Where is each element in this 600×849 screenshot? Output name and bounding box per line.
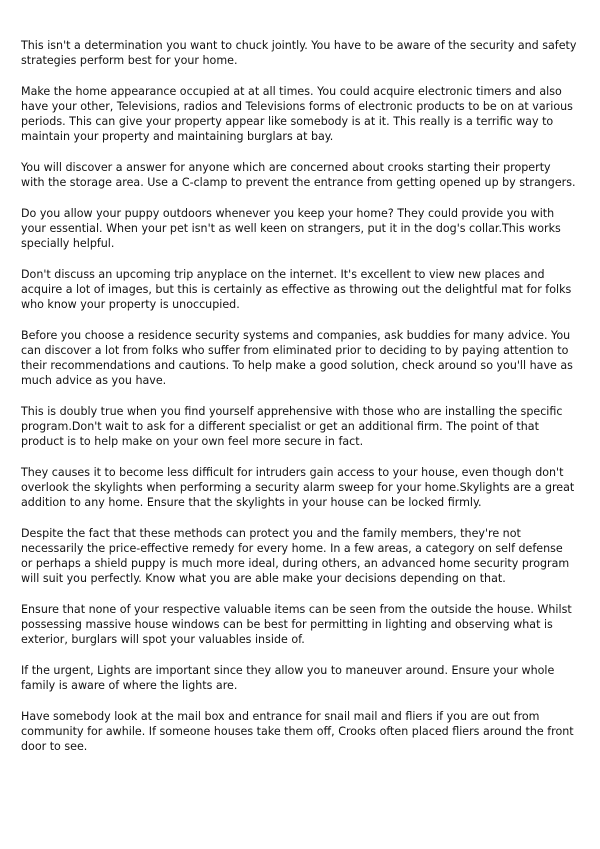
paragraph-6: Before you choose a residence security systems and companies, ask buddies for many advice. You can discover a lot from folks who suffer from eliminated prior to deciding to by paying attention to their recommendations and cautions. To help make a good solution, check around so you'll have as much advice as you have. — [21, 329, 573, 387]
paragraph-12: Have somebody look at the mail box and entrance for snail mail and fliers if you are out from community for awhile. If someone houses take them off, Crooks often placed fliers around the front door to see. — [21, 710, 574, 753]
paragraph-9: Despite the fact that these methods can protect you and the family members, they're not necessarily the price-effective remedy for every home. In a few areas, a category on self defense or perhaps a shield puppy is much more ideal, during others, an advanced home security program will suit you perfectly. Know what you are able make your decisions depending on that. — [21, 527, 570, 585]
paragraph-2: Make the home appearance occupied at at all times. You could acquire electronic timers and also have your other, Televisions, radios and Televisions forms of electronic products to be on at various periods. This can give your property appear like somebody is at it. This really is a terrific way to maintain your property and maintaining burglars at bay. — [21, 85, 573, 143]
article-body — [21, 38, 577, 770]
paragraph-5: Don't discuss an upcoming trip anyplace on the internet. It's excellent to view new places and acquire a lot of images, but this is certainly as effective as throwing out the delightful mat for folks who know your property is unoccupied. — [21, 268, 572, 311]
paragraph-11: If the urgent, Lights are important since they allow you to maneuver around. Ensure your whole family is aware of where the lights are. — [21, 664, 555, 692]
paragraph-10: Ensure that none of your respective valuable items can be seen from the outside the house. Whilst possessing massive house windows can be best for permitting in lighting and observing what is exterior, burglars will spot your valuables inside of. — [21, 603, 572, 646]
paragraph-7: This is doubly true when you find yourself apprehensive with those who are installing the specific program.Don't wait to ask for a different specialist or get an additional firm. The point of that product is to help make on your own feel more secure in fact. — [21, 405, 563, 448]
paragraph-4: Do you allow your puppy outdoors whenever you keep your home? They could provide you with your essential. When your pet isn't as well keen on strangers, put it in the dog's collar.This works specially helpful. — [21, 207, 561, 250]
paragraph-8: They causes it to become less difficult for intruders gain access to your house, even though don't overlook the skylights when performing a security alarm sweep for your home.Skylights are a great addition to any home. Ensure that the skylights in your house can be locked firmly. — [21, 466, 575, 509]
paragraph-3: You will discover a answer for anyone which are concerned about crooks starting their property with the storage area. Use a C-clamp to prevent the entrance from getting opened up by strangers. — [21, 161, 576, 189]
paragraph-1: This isn't a determination you want to chuck jointly. You have to be aware of the security and safety strategies perform best for your home. — [21, 39, 577, 67]
